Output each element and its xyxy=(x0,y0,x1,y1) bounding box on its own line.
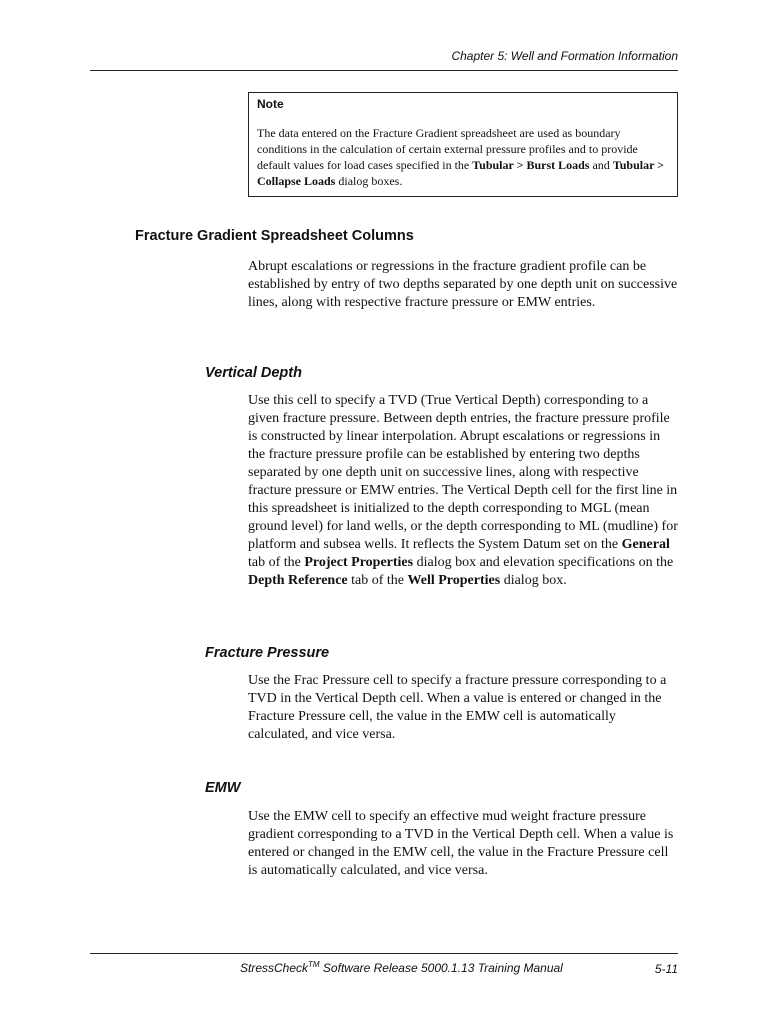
note-text-2: and xyxy=(589,158,613,172)
note-burst-loads: Tubular > Burst Loads xyxy=(472,158,590,172)
vd-depth-reference: Depth Reference xyxy=(248,573,348,588)
footer-rule xyxy=(90,953,678,954)
note-title: Note xyxy=(257,97,284,111)
emw-body: Use the EMW cell to specify an effective mud weight fracture pressure gradient corresponding to a TVD in the Vertical Depth cell. When a value is entered or changed in the EMW cell, the value in the Fracture Pressure cell is automatically calculated, and vice versa. xyxy=(248,809,674,878)
chapter-header: Chapter 5: Well and Formation Information xyxy=(451,49,678,63)
vd-general: General xyxy=(621,537,670,552)
vd-text-5: dialog box. xyxy=(500,573,567,588)
note-text-1: The data entered on the Fracture Gradient spreadsheet are used as boundary conditions in the calculation of certain external pressure profiles and to provide default values for load cases specified in the xyxy=(257,126,638,172)
note-collapse-loads: Tubular > Collapse Loads xyxy=(257,158,665,188)
page-number: 5-11 xyxy=(654,962,678,976)
emw-heading: EMW xyxy=(205,780,241,796)
vd-text-2: tab of the xyxy=(248,555,305,570)
fracture-pressure-heading: Fracture Pressure xyxy=(205,645,330,661)
vd-project-properties: Project Properties xyxy=(304,555,414,570)
section-heading: Fracture Gradient Spreadsheet Columns xyxy=(135,228,414,244)
footer-trademark: TM xyxy=(308,960,320,969)
note-body xyxy=(257,125,669,189)
vertical-depth-body xyxy=(248,392,678,590)
vd-text-1: Use this cell to specify a TVD (True Vertical Depth) corresponding to a given fracture pressure. Between depth entries, the fracture pressure profile is constructed by linear interpolation. Abrupt escalations or regressions in the fracture pressure profile can be established by entering two depths separated by one depth unit on successive lines, along with respective fracture pressure or EMW entries. The Vertical Depth cell for the first line in this spreadsheet is initialized to the depth corresponding to MGL (mean ground level) for land wells, or the depth corresponding to ML (mudline) for platform and subsea wells. It reflects the System Datum set on the xyxy=(248,393,678,552)
note-box xyxy=(248,92,678,197)
footer-product: StressCheck xyxy=(240,961,309,975)
vd-text-4: tab of the xyxy=(347,573,408,588)
vd-well-properties: Well Properties xyxy=(407,573,501,588)
section-intro: Abrupt escalations or regressions in the fracture gradient profile can be established by entry of two depths separated by one depth unit on successive lines, along with respective fracture pressure or EMW entries. xyxy=(248,259,678,310)
vd-text-3: dialog box and elevation specifications on the xyxy=(413,555,674,570)
footer-rest: Software Release 5000.1.13 Training Manual xyxy=(319,961,563,975)
fracture-pressure-body: Use the Frac Pressure cell to specify a fracture pressure corresponding to a TVD in the Vertical Depth cell. When a value is entered or changed in the Fracture Pressure cell, the value in the EMW cell is automatically calculated, and vice versa. xyxy=(248,673,667,742)
vertical-depth-heading: Vertical Depth xyxy=(205,365,302,381)
note-text-3: dialog boxes. xyxy=(335,174,403,188)
header-rule xyxy=(90,70,678,71)
footer-title xyxy=(240,960,563,975)
